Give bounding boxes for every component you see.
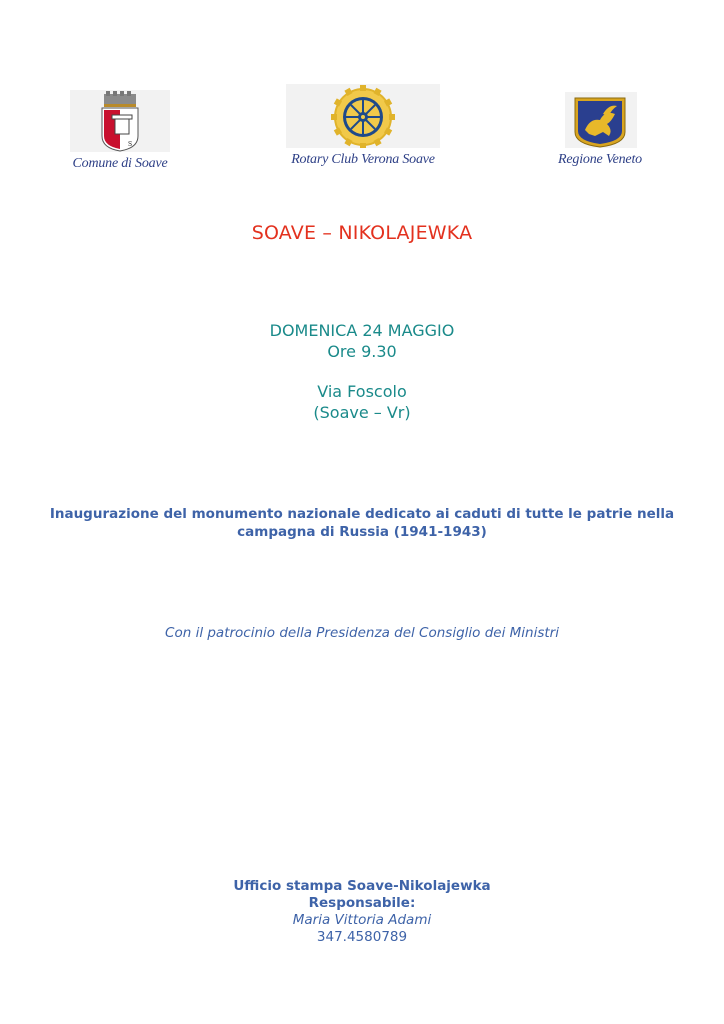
svg-text:S: S [128, 141, 133, 148]
event-town: (Soave – Vr) [313, 403, 411, 422]
logo-caption-soave: Comune di Soave [72, 156, 168, 171]
description-line-1: Inaugurazione del monumento nazionale dedicato ai caduti di tutte le patrie nella [49, 506, 675, 522]
event-street: Via Foscolo [317, 382, 407, 401]
description-line-2: campagna di Russia (1941-1943) [237, 524, 487, 540]
press-name: Maria Vittoria Adami [292, 912, 432, 928]
coat-of-arms-icon [60, 88, 180, 152]
press-role: Responsabile: [308, 895, 416, 911]
logo-rotary-club [278, 84, 448, 168]
event-time: Ore 9.30 [327, 342, 397, 361]
rotary-wheel-icon [278, 84, 448, 148]
lion-of-st-mark-icon [545, 92, 655, 148]
press-phone: 347.4580789 [316, 929, 408, 945]
logo-caption-rotary: Rotary Club Verona Soave [291, 152, 435, 167]
patronage-text: Con il patrocinio della Presidenza del Consiglio dei Ministri [165, 625, 559, 641]
logo-comune-di-soave [60, 88, 180, 172]
press-office: Ufficio stampa Soave-Nikolajewka [233, 878, 491, 894]
event-date: DOMENICA 24 MAGGIO [269, 321, 455, 340]
logo-caption-veneto: Regione Veneto [558, 152, 642, 167]
page-title: SOAVE – NIKOLAJEWKA [251, 222, 473, 244]
logo-regione-veneto [545, 92, 655, 168]
